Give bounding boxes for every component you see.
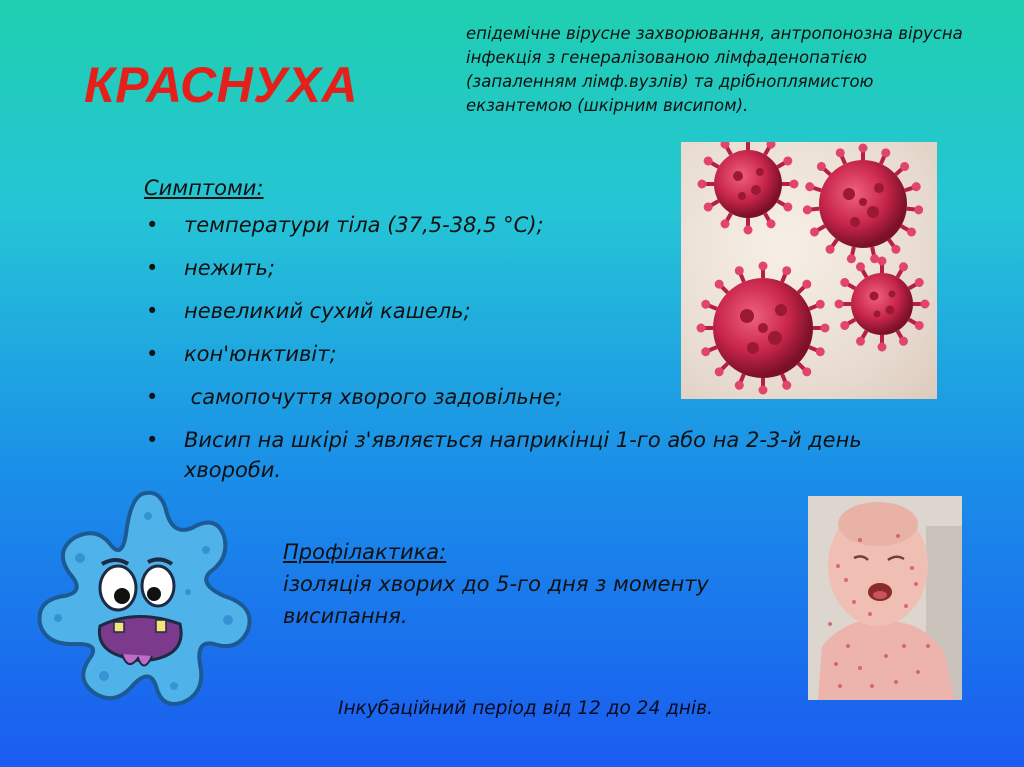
virus-particle: [697, 262, 830, 395]
virus-particle: [835, 257, 930, 352]
symptom-item: [144, 425, 884, 485]
bullet: •: [146, 256, 159, 280]
prevention-section: [283, 536, 783, 632]
symptom-text: нежить;: [184, 256, 275, 280]
symptom-text: кон'юнктивіт;: [184, 342, 337, 366]
symptom-text: Висип на шкірі з'являється наприкінці 1-го або на 2-3-й день хвороби.: [184, 428, 862, 482]
symptom-text: самопочуття хворого задовільне;: [184, 385, 563, 409]
bullet: •: [146, 385, 159, 409]
slide-title: КРАСНУХА: [84, 57, 359, 113]
prevention-heading: Профілактика:: [283, 540, 447, 564]
incubation-period: Інкубаційний період від 12 до 24 днів.: [338, 698, 713, 719]
rash-child-photo: [808, 496, 962, 700]
symptoms-heading: Симптоми:: [144, 176, 264, 200]
germ-mascot: [10, 480, 274, 755]
bullet: •: [146, 342, 159, 366]
disease-definition: епідемічне вірусне захворювання, антропонозна вірусна інфекція з генералізованою лімфаденопатією (запаленням лімф.вузлів) та дрібноплямистою екзантемою (шкірним висипом).: [466, 24, 963, 115]
child-with-rash-illustration: [808, 496, 962, 700]
germ-mascot-icon: [10, 480, 274, 755]
virus-particles-illustration: [681, 142, 937, 399]
symptom-text: невеликий сухий кашель;: [184, 299, 471, 323]
virus-particle: [698, 142, 799, 235]
bullet: •: [146, 299, 159, 323]
virus-particle: [802, 144, 923, 265]
symptom-text: температури тіла (37,5-38,5 °С);: [184, 213, 544, 237]
bullet: •: [146, 213, 159, 237]
virus-image: [681, 142, 937, 399]
bullet: •: [146, 428, 159, 452]
prevention-text: ізоляція хворих до 5-го дня з моменту висипання.: [283, 572, 709, 628]
